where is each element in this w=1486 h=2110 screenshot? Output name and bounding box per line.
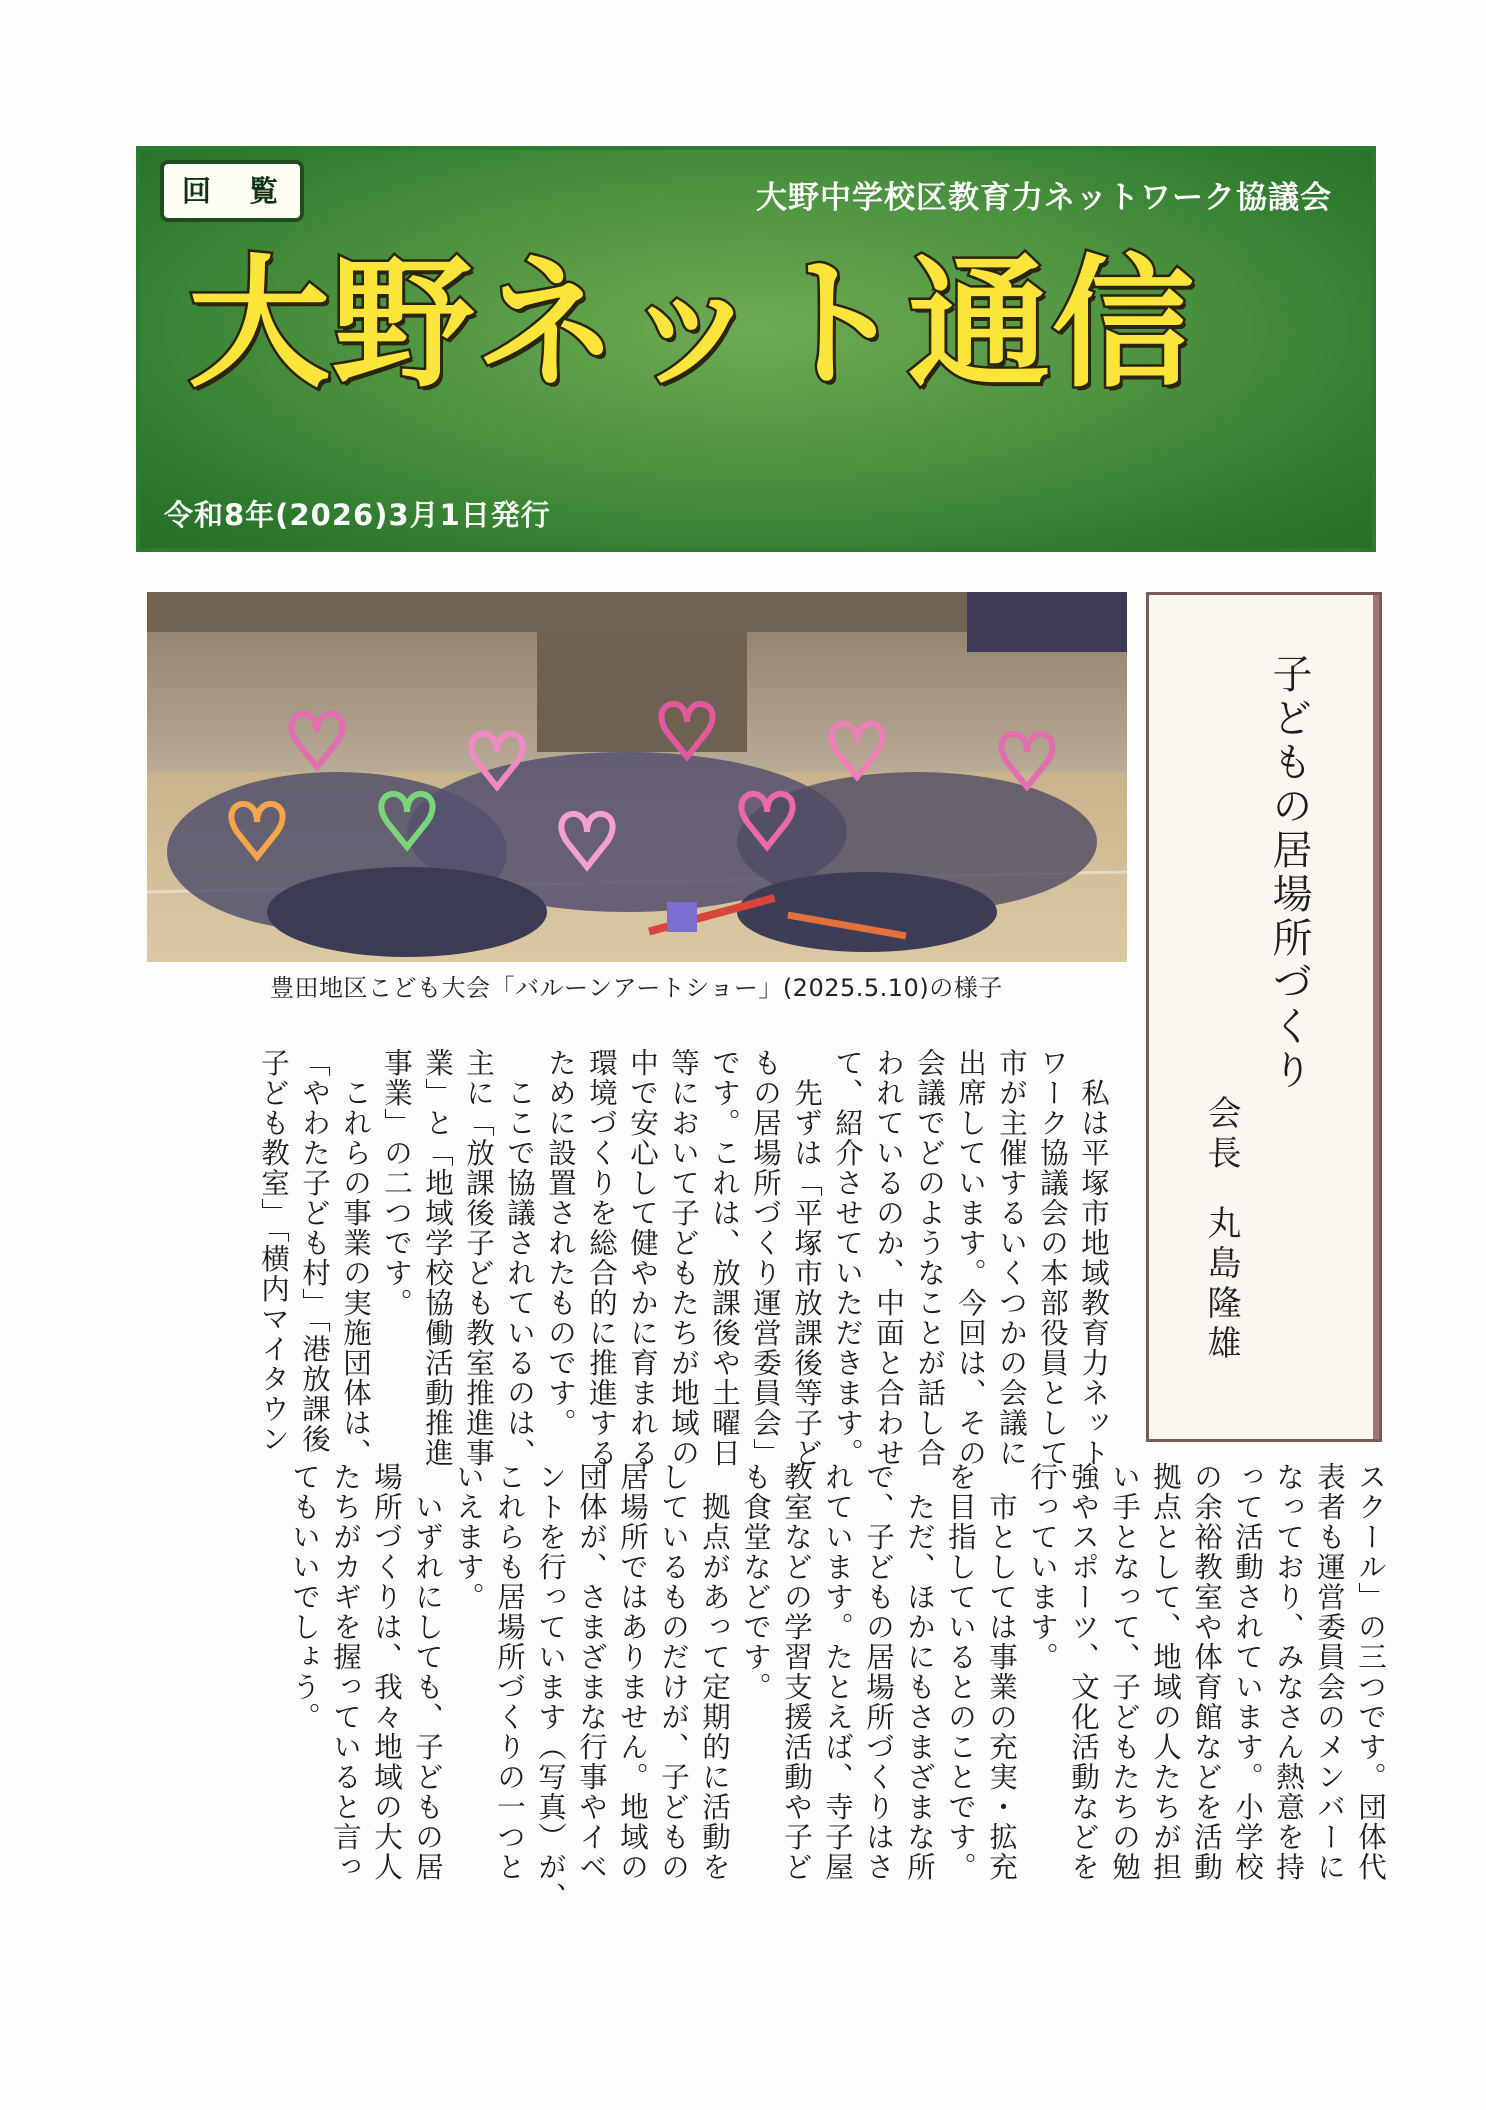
balloon-show-photo-illustration	[147, 592, 1127, 962]
article-title-box	[1146, 592, 1382, 1442]
article-body-column-1: 私は平塚市地域教育力ネット ワーク協議会の本部役員として、 市が主催するいくつかの会議に 出席しています。今回は、その 会議でどのようなことが話し合 われているのか、中面と合わせ て、紹介させていただきます。 先ずは「平塚市放課後等子ど もの居場所づくり運営委員会」 です。これは、放課後や土曜日 等において子どもたちが地域の 中で安心して健やかに育まれる 環境づくりを総合的に推進する ために設置されたものです。 ここで協議されているのは、 主に「放課後子ども教室推進事 業」と「地域学校協働活動推進 事業」の二つです。 これらの事業の実施団体は、 「やわた子ども村」「港放課後 子ども教室」「横内マイタウン	[257, 1048, 1110, 1498]
newsletter-title: 大野ネット通信	[188, 242, 1196, 407]
article-body-column-2: スクール」の三つです。団体代 表者も運営委員会のメンバーに なっており、みなさん熱意を持 って活動されています。小学校 の余裕教室や体育館などを活動 拠点として、地域の人たちが担 い手となって、子どもたちの勉 強やスポーツ、文化活動などを 行っています。 市としては事業の充実・拡充 を目指しているとのことです。 ただ、ほかにもさまざまな所 で、子どもの居場所づくりはさ れています。たとえば、寺子屋 教室などの学習支援活動や子ど も食堂などです。 拠点があって定期的に活動を しているものだけが、子どもの 居場所ではありません。地域の 団体が、さまざまな行事やイベ ントを行っています（写真）が、 これらも居場所づくりの一つと いえます。 いずれにしても、子どもの居 場所づくりは、我々地域の大人 たちがカギを握っていると言っ てもいいでしょう。	[288, 1462, 1387, 1912]
article-title: 子どもの居場所づくり	[1266, 653, 1312, 1093]
issue-date: 令和8年(2026)3月1日発行	[164, 498, 551, 532]
organization-name: 大野中学校区教育力ネットワーク協議会	[756, 180, 1332, 216]
masthead-banner	[136, 146, 1376, 552]
photo-caption: 豊田地区こども大会「バルーンアートショー」(2025.5.10)の様子	[270, 974, 1003, 1002]
author-name: 丸島隆雄	[1201, 1205, 1241, 1365]
author-role: 会長	[1201, 1095, 1241, 1175]
circulation-badge: 回 覧	[160, 160, 304, 222]
event-photo	[147, 592, 1127, 962]
